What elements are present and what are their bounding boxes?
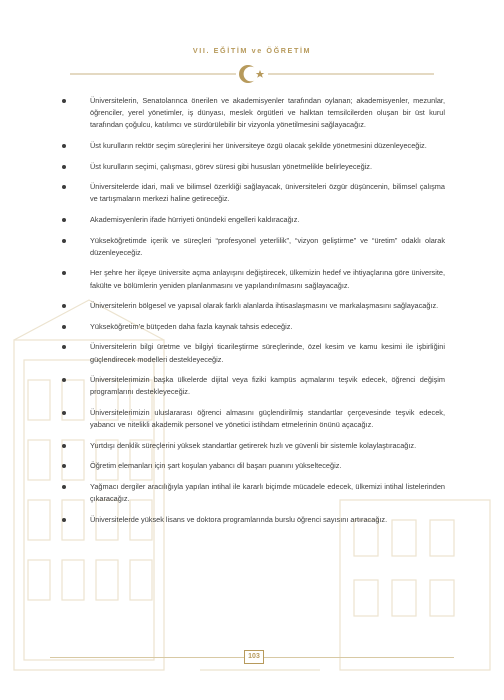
bullet-dot-icon (62, 464, 66, 468)
bullet-item: Her şehre her ilçeye üniversite açma anlayışını değiştirecek, ülkemizin hedef ve ihtiyaçlarına göre üniversite, fakülte ve bölümlerin yeniden planlanmasını ve yapılandırılmasını sağlayacağız. (62, 267, 445, 291)
bullet-dot-icon (62, 165, 66, 169)
bullet-item: Üniversitelerde idari, mali ve bilimsel özerkliği sağlayacak, üniversiteleri özgür düşüncenin, bilimsel çalışma ve tartışmaların merkezi haline getireceğiz. (62, 181, 445, 205)
bullet-dot-icon (62, 444, 66, 448)
bullet-item: Yükseköğretimde içerik ve süreçleri “profesyonel yeterlilik”, “vizyon geliştirme” ve “üretim” odaklı olarak düzenleyeceğiz. (62, 235, 445, 259)
bullet-dot-icon (62, 485, 66, 489)
bullet-item: Üniversitelerimizin uluslararası öğrenci almasını güçlendirilmiş standartlar çerçevesinde teşvik edecek, yabancı ve nitelikli akademik personel ve yönetici istihdam etmelerinin önünü açacağız. (62, 407, 445, 431)
bullet-dot-icon (62, 239, 66, 243)
section-title: VII. EĞİTİM ve ÖĞRETİM (192, 46, 312, 55)
bullet-item: Üniversitelerde yüksek lisans ve doktora programlarında burslu öğrenci sayısını artıracağız. (62, 514, 445, 526)
bullet-item: Üniversitelerimizin başka ülkelerde dijital veya fiziki kampüs açmalarını teşvik edecek, öğrenci değişim programlarını destekleyeceğiz. (62, 374, 445, 398)
bullet-dot-icon (62, 99, 66, 103)
bullet-item: Akademisyenlerin ifade hürriyeti önündeki engelleri kaldıracağız. (62, 214, 445, 226)
bullet-item: Üst kurulların rektör seçim süreçlerini her üniversiteye özgü olacak şekilde yönetmesini düzenleyeceğiz. (62, 140, 445, 152)
bullet-dot-icon (62, 325, 66, 329)
bullet-item: Üniversitelerin, Senatolarınca önerilen ve akademisyenler tarafından oylanan; akademisyenler, mezunlar, öğrenciler, yerel yönetimler, iş dünyası, meslek örgütleri ve halktan temsilcilerden oluşan bir üst kurul tarafından çoğulcu, katılımcı ve sürdürülebilir bir vizyonla yönetilmesini sağlayacağız. (62, 95, 445, 132)
bullet-item: Üniversitelerin bilgi üretme ve bilgiyi ticarileştirme süreçlerinde, özel kesim ve kamu kesimi ile işbirliğini güçlendirecek modelleri destekleyeceğiz. (62, 341, 445, 365)
bullet-dot-icon (62, 218, 66, 222)
bullet-dot-icon (62, 304, 66, 308)
bullet-item: Yurtdışı denklik süreçlerini yüksek standartlar getirerek hızlı ve güvenli bir sistemle kolaylaştıracağız. (62, 440, 445, 452)
bullet-item: Üst kurulların seçimi, çalışması, görev süresi gibi hususları yönetmelikle belirleyeceğiz. (62, 161, 445, 173)
bullet-dot-icon (62, 518, 66, 522)
bullet-item: Üniversitelerin bölgesel ve yapısal olarak farklı alanlarda ihtisaslaşmasını ve markalaşmasını sağlayacağız. (62, 300, 445, 312)
bullet-dot-icon (62, 345, 66, 349)
bullet-item: Öğretim elemanları için şart koşulan yabancı dil başarı puanını yükselteceğiz. (62, 460, 445, 472)
crescent-star-icon (70, 62, 434, 86)
bullet-dot-icon (62, 185, 66, 189)
bullet-dot-icon (62, 144, 66, 148)
bullet-dot-icon (62, 411, 66, 415)
page-number: 103 (244, 650, 264, 664)
bullet-item: Yükseköğretim’e bütçeden daha fazla kaynak tahsis edeceğiz. (62, 321, 445, 333)
bullet-item: Yağmacı dergiler aracılığıyla yapılan intihal ile kararlı biçimde mücadele edecek, ülkemizi intihal listelerinden çıkaracağız. (62, 481, 445, 505)
bullet-dot-icon (62, 271, 66, 275)
policy-bullet-list (62, 95, 445, 534)
bullet-dot-icon (62, 378, 66, 382)
